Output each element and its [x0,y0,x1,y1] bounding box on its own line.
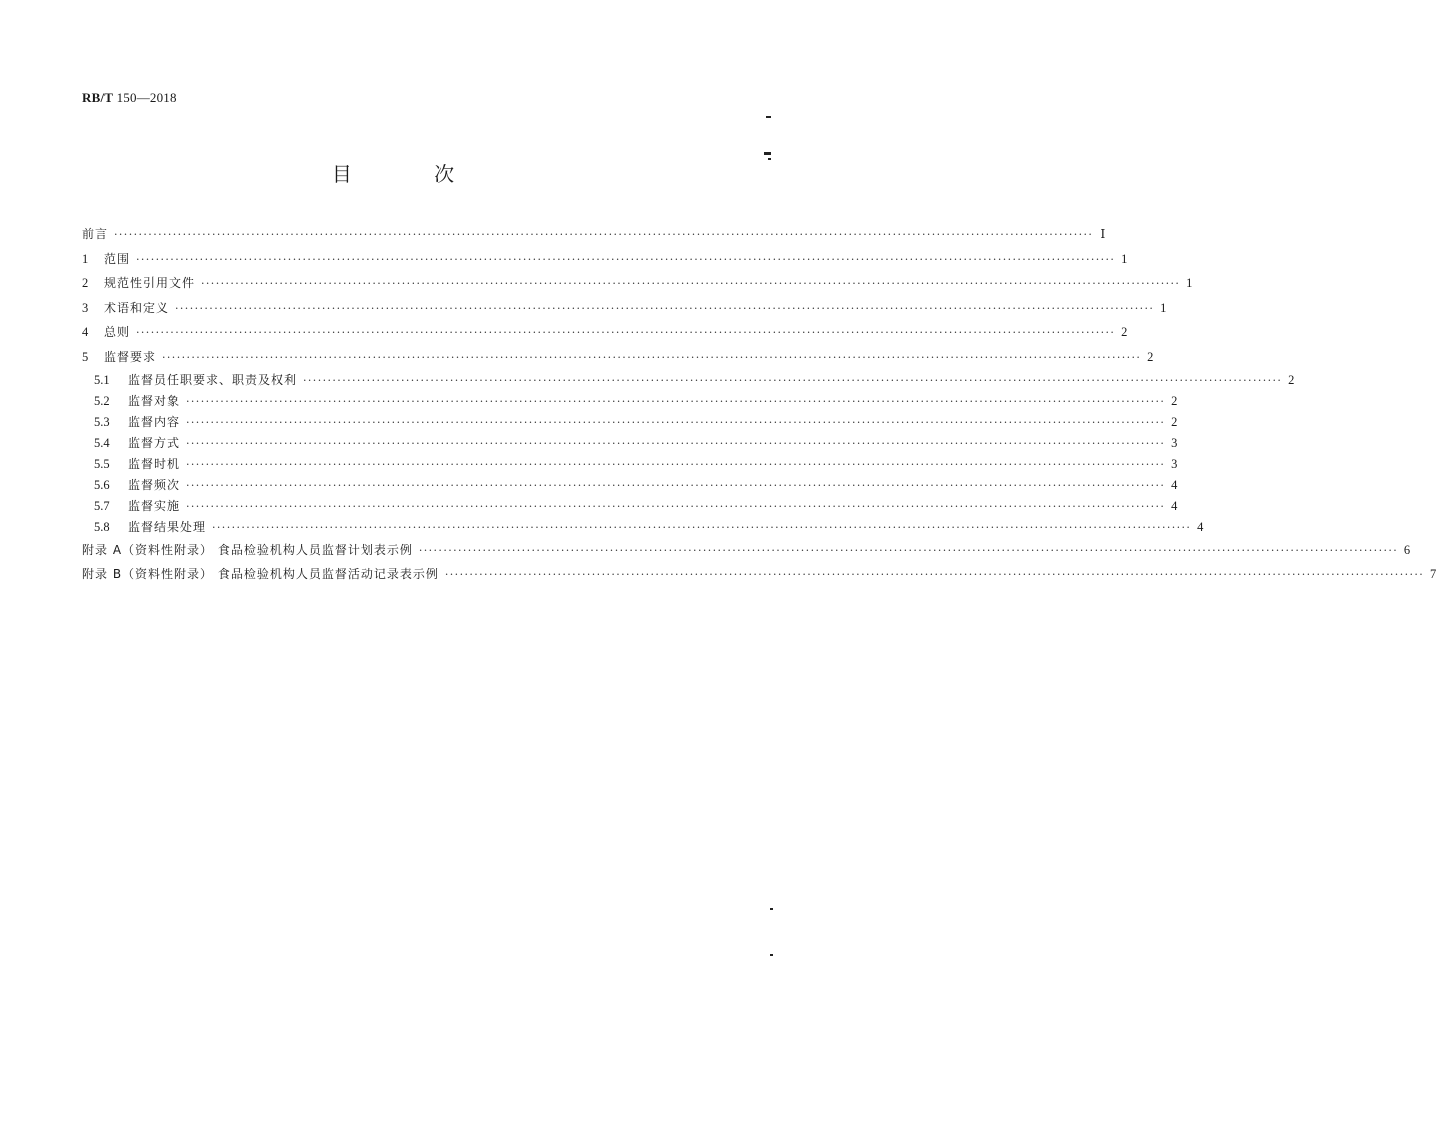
toc-entry-page: 1 [1121,251,1128,266]
toc-entry-page: Ⅰ [1100,227,1106,241]
toc-subentry [82,412,1178,433]
toc-entry-page: 1 [1160,300,1167,315]
toc-subentry [82,475,1178,496]
toc-leader-dots: ········································································································································································································ [303,373,1283,387]
toc-leader-dots: ········································································································································································································ [186,457,1166,471]
toc-entry-label: 监督方式 [128,435,181,450]
toc-entry [82,296,1167,321]
toc-entry-number: 5.3 [94,414,110,429]
toc-entry-label: 监督时机 [128,456,181,471]
toc-leader-dots: ········································································································································································································ [201,277,1181,291]
toc-subentry [82,496,1178,517]
standard-code [82,90,177,106]
toc-entry [82,247,1128,272]
toc-leader-dots: ········································································································································································································ [186,499,1166,513]
toc-entry [82,562,1436,587]
toc-leader-dots: ········································································································································································································ [186,436,1166,450]
table-of-contents [82,222,1436,587]
scan-mark [770,954,773,956]
toc-leader-dots: ········································································································································································································ [186,415,1166,429]
page-title: 目 次 [331,162,493,186]
toc-entry [82,345,1154,370]
toc-entry-page: 4 [1171,498,1178,513]
toc-leader-dots: ········································································································································································································ [186,394,1166,408]
toc-entry-number: 5.8 [94,519,110,534]
toc-entry-label: 监督员任职要求、职责及权利 [128,372,298,387]
toc-entry-page: 6 [1403,542,1411,557]
toc-entry-label: 总则 [104,325,131,340]
toc-entry-label: 监督内容 [128,414,181,429]
toc-entry [82,320,1128,345]
scan-mark [764,152,771,155]
toc-entry-page: 4 [1197,519,1204,534]
toc-entry-number: 5.5 [94,456,110,471]
toc-entry-label: 监督频次 [128,477,181,492]
toc-entry-page: 4 [1171,477,1178,492]
toc-subentry [82,454,1178,475]
toc-leader-dots: ········································································································································································································ [186,478,1166,492]
toc-entry-label: 规范性引用文件 [104,276,196,291]
toc-leader-dots: ········································································································································································································ [114,228,1094,241]
toc-entry-page: 2 [1147,349,1154,364]
scan-mark [770,908,773,910]
toc-subentry [82,433,1178,454]
toc-entry-label: 术语和定义 [104,300,170,315]
toc-entry-page: 2 [1171,414,1178,429]
toc-entry-page: 2 [1171,393,1178,408]
toc-entry-number: 5.1 [94,372,110,387]
toc-subentry [82,391,1178,412]
toc-entry-page: 1 [1186,276,1193,291]
toc-subentry [82,370,1295,391]
toc-leader-dots: ········································································································································································································ [444,568,1425,582]
toc-entry-label: 前言 [82,227,109,241]
toc-leader-dots: ········································································································································································································ [162,350,1142,364]
toc-entry-page: 3 [1171,456,1178,471]
toc-entry-number: 2 [82,276,89,291]
scan-mark [766,116,771,118]
toc-entry-label: 附录 B（资料性附录） 食品检验机构人员监督活动记录表示例 [82,567,439,582]
toc-leader-dots: ········································································································································································································ [212,520,1192,534]
toc-entry-number: 3 [82,300,89,315]
toc-entry-page: 2 [1121,325,1128,340]
toc-entry-label: 监督实施 [128,498,181,513]
toc-entry-label: 附录 A（资料性附录） 食品检验机构人员监督计划表示例 [82,542,413,557]
toc-entry-number: 4 [82,325,89,340]
toc-entry-number: 5 [82,349,89,364]
toc-entry-page: 7 [1429,567,1436,582]
toc-entry-number: 5.4 [94,435,110,450]
toc-entry-label: 监督结果处理 [128,519,207,534]
standard-code-number: 150—2018 [116,90,177,105]
toc-entry-number: 1 [82,251,89,266]
toc-entry-label: 范围 [104,251,131,266]
toc-entry-number: 5.7 [94,498,110,513]
toc-leader-dots: ········································································································································································································ [136,326,1116,340]
toc-entry-number: 5.2 [94,393,110,408]
toc-leader-dots: ········································································································································································································ [175,301,1155,315]
toc-entry-page: 3 [1171,435,1178,450]
toc-entry-label: 监督对象 [128,393,181,408]
scan-mark [768,158,771,160]
toc-entry [82,538,1411,563]
toc-leader-dots: ········································································································································································································ [136,252,1116,266]
standard-code-prefix: RB/T [82,90,114,105]
toc-entry-number: 5.6 [94,477,110,492]
toc-subentry [82,517,1204,538]
toc-entry-page: 2 [1288,372,1295,387]
toc-leader-dots: ········································································································································································································ [418,543,1399,557]
toc-entry-label: 监督要求 [104,349,157,364]
toc-entry [82,271,1193,296]
toc-entry [82,222,1106,247]
